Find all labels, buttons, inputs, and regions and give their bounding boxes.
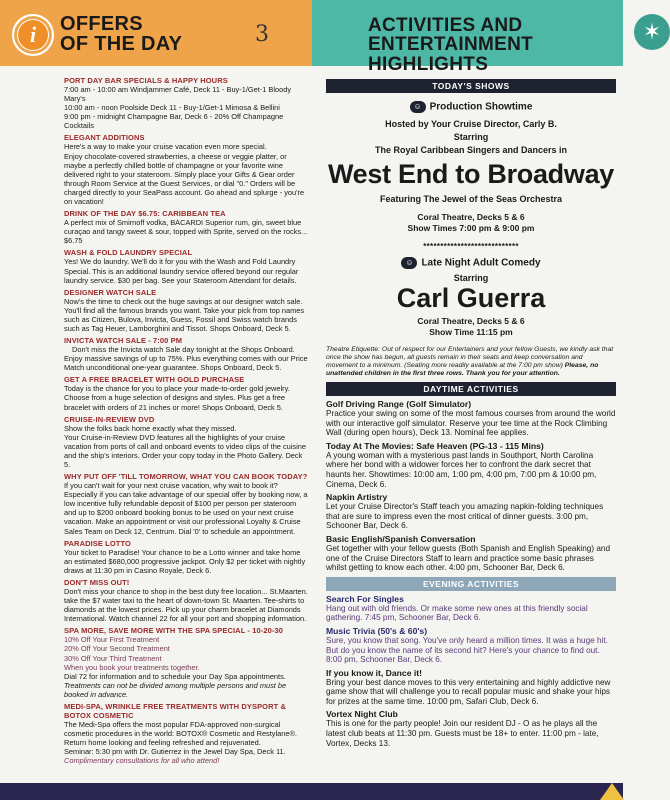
offer-text: Don't miss your chance to shop in the best duty free location... St.Maarten. take the $7 water taxi to the heart of down-town St. Maarten. Tee-shirts to diamonds at the lowest prices. Pick up your charm bracelet at Diamonds International. Watch channel 22 for all your port and shopping information. [64, 586, 308, 624]
activity-title: Vortex Night Club [326, 709, 398, 720]
activity-text: Get together with your fellow guests (Both Spanish and English Speaking) and one of the Cruise Directors Staff to learn and practice some basic phrases whilst getting to know each other. 4:00 pm, Schooner Bar, Deck 6. [326, 543, 611, 573]
show1-starring: Starring [453, 132, 489, 142]
activity-title: Music Trivia (50's & 60's) [326, 625, 428, 636]
activity-title: Napkin Artistry [326, 492, 388, 503]
offer-section [64, 288, 309, 333]
spa-line: 10% Off Your First Treatment [64, 635, 160, 645]
evening-activity [326, 594, 616, 623]
activity-text: Hang out with old friends. Or make some new ones at this friendly social gathering. 7:45 pm, Schooner Bar, Deck 6. [326, 603, 588, 623]
divider-stars: **************************** [423, 242, 519, 251]
show1-title-row [326, 101, 616, 113]
offers-title-line2: OF THE DAY [60, 33, 183, 55]
spa-line: 30% Off Your Third Treatment [64, 653, 162, 663]
offer-text: Your Cruise-in-Review DVD features all the highlights of your cruise vacation from ports of call and onboard events to video clips of the cuisine and the ship's interiors. Order your copy today in the Photo Gallery. Deck 5. [64, 432, 306, 469]
medispa-section [64, 702, 309, 765]
daytime-band: DAYTIME ACTIVITIES [326, 382, 616, 396]
show2-starring: Starring [453, 273, 489, 283]
evening-activity [326, 668, 616, 707]
offer-text: Here's a way to make your cruise vacation even more special. [64, 142, 267, 152]
activities-title-line1: ACTIVITIES AND [368, 15, 523, 36]
offer-section [64, 539, 309, 575]
section-title: SPA MORE, SAVE MORE WITH THE SPA SPECIAL - 10-20-30 [64, 626, 284, 636]
footer-accent [600, 783, 624, 800]
activity-text: Practice your swing on some of the most famous courses from around the world with our interactive golf simulator. Reserve your tee time at the Rock Climbing Wall (during open hours), Deck 13. Nominal fee applies. [326, 409, 616, 438]
daytime-activity [326, 534, 616, 573]
offer-section [64, 209, 309, 245]
daytime-activity [326, 492, 616, 531]
show2-title: Late Night Adult Comedy [421, 257, 541, 269]
offer-text: Show the folks back home exactly what they missed. [64, 423, 237, 433]
medispa-text: The Medi-Spa offers the most popular FDA-approved non-surgical cosmetic procedures in the world: BOTOX® Cosmetic and Restylane®. Return home looking and feeling refreshed and rejuvenated. [64, 719, 297, 748]
section-title: DRINK OF THE DAY $6.75: CARIBBEAN TEA [64, 209, 226, 219]
show1-name: West End to Broadway [327, 159, 615, 189]
medispa-seminar: Seminar: 5:30 pm with Dr. Gutierrez in the Jewel Day Spa, Deck 11. [64, 747, 286, 757]
activity-text: A young woman with a mysterious past lands in Southport, North Carolina where her bond with a widower forces her to confront the dark secret that haunts her. Showtimes: 10:00 am, 1:00 pm, 4:00 pm, 7:00 pm & 10:00 pm, Cinema, Deck 6. [326, 450, 597, 489]
offer-text: Today is the chance for you to place your made-to-order gold jewelry. Choose from a huge selection of designs and styles. Plus get a free bracelet with orders of 21 inches or more! Shops Onboard, Deck 5. [64, 384, 290, 412]
activities-title-line2: ENTERTAINMENT HIGHLIGHTS [368, 34, 534, 75]
section-title: WHY PUT OFF 'TILL TOMORROW, WHAT YOU CAN BOOK TODAY? [64, 472, 308, 482]
offers-title-line1: OFFERS [60, 13, 143, 35]
spa-note: Treatments can not be divided among multiple persons and must be booked in advance. [64, 680, 287, 699]
offer-text: Enjoy chocolate-covered strawberries, a cheese or veggie platter, or maybe a perfectly chilled bottle of champagne or your favorite wine delivered right to your stateroom. Simply place your Gifts & Gear order through Room Service at the Guest Services, or dial "0." Orders will be charged directly to your SeaPass account. Go ahead and splurge - you're on vacation! [64, 151, 305, 207]
show2-venue: Coral Theatre, Decks 5 & 6 [417, 316, 525, 326]
theatre-mask-icon: ☺ [401, 257, 417, 269]
section-title: INVICTA WATCH SALE - 7:00 PM [64, 336, 183, 346]
offer-section [64, 336, 309, 372]
activities-header [312, 0, 662, 75]
show1-featuring: Featuring The Jewel of the Seas Orchestra [379, 194, 563, 204]
footer-band [0, 783, 623, 800]
activity-title: Golf Driving Range (Golf Simulator) [326, 399, 472, 409]
offer-section [64, 375, 309, 411]
spa-section [64, 626, 309, 699]
star-icon: ✶ [634, 14, 670, 50]
offer-text: 10:00 am - noon Poolside Deck 11 - Buy-1/Get-1 Mimosa & Bellini [64, 103, 280, 113]
show2-title-row [326, 257, 616, 269]
daytime-activity [326, 399, 616, 438]
show2-time: Show Time 11:15 pm [429, 327, 513, 337]
evening-activity [326, 709, 616, 748]
offer-text: Yes! We do laundry. We'll do it for you with the Wash and Fold Laundry Special. This is an additional laundry service offered beyond our regular laundry service. $30 per bag. See your Stateroom Attendant for details. [64, 257, 299, 285]
section-title: PARADISE LOTTO [64, 538, 131, 548]
spa-info: Dial 72 for information and to schedule your Day Spa appointments. [64, 671, 286, 681]
offer-section [64, 472, 309, 536]
daytime-activity [326, 441, 616, 489]
evening-band: EVENING ACTIVITIES [326, 577, 616, 591]
handwritten-number: 3 [255, 22, 269, 47]
activity-title: Search For Singles [326, 593, 404, 604]
section-title: MEDI-SPA, WRINKLE FREE TREATMENTS WITH DYSPORT & BOTOX COSMETIC [64, 701, 287, 720]
show1-host: Hosted by Your Cruise Director, Carly B. [385, 119, 557, 129]
section-title: GET A FREE BRACELET WITH GOLD PURCHASE [64, 375, 245, 385]
activity-text: Bring your best dance moves to this very entertaining and highly addictive new game show that will challenge you to recall popular music and shake your hips for prizes at the same time. 10:00 pm, Safari Club, Deck 6. [326, 677, 611, 706]
activity-text: This is one for the party people! Join our resident DJ - O as he plays all the latest club beats at 11:30 pm. Guests must be 18+ to enter. 11:00 pm - late, Vortex, Decks 13. [326, 719, 599, 748]
offer-section [64, 133, 309, 206]
medispa-note: Complimentary consultations for all who attend! [64, 756, 220, 766]
show2-name: Carl Guerra [396, 283, 546, 313]
show1-title: Production Showtime [429, 101, 533, 113]
offer-section [64, 415, 309, 469]
offers-header [0, 0, 312, 66]
evening-activity [326, 626, 616, 665]
offer-section [64, 76, 309, 130]
show1-venue: Coral Theatre, Decks 5 & 6 [417, 212, 525, 222]
show1-times: Show Times 7:00 pm & 9:00 pm [407, 223, 535, 233]
show1-group: The Royal Caribbean Singers and Dancers in [374, 145, 568, 155]
activity-title: Today At The Movies: Safe Heaven (PG-13 - 115 Mins) [326, 440, 544, 451]
offer-text: If you can't wait for your next cruise vacation, why wait to book it? Especially if you can take advantage of our special offer by booking now, a low incentive fully refundable deposit of $100 per person per stateroom and up to $200 onboard booking bonus to be used on your next cruise vacation. Make an appointment or visit our professional Loyalty & Cruise Sales Team on Deck 12, Centrum. Dial '0' to schedule an appointment. [64, 481, 308, 536]
offer-text: Now's the time to check out the huge savings at our designer watch sale. You'll find all the famous brands you want. Take your pick from top names such as Citizen, Bulova, Invicta, Guess, Fossil and Swiss watch brands such as Tag Heuer, Lamborghini and Tissot. Shops Onboard, Deck 5. [64, 296, 305, 333]
todays-shows-band: TODAY'S SHOWS [326, 79, 616, 93]
section-title: CRUISE-IN-REVIEW DVD [64, 414, 155, 424]
offer-text: 7:00 am - 10:00 am Windjammer Café, Deck 11 - Buy-1/Get-1 Bloody Mary's [64, 85, 292, 104]
offer-text: 9:00 pm - midnight Champagne Bar, Deck 6 - 20% Off Champagne Cocktails [64, 112, 284, 131]
activity-text: Sure, you know that song. You've only heard a million times. It was a huge hit. But do you know the name of its second hit? Here's your chance to find out. 8:00 pm, Schooner Bar, Deck 6. [326, 635, 608, 665]
section-title: ELEGANT ADDITIONS [64, 133, 145, 143]
offer-section [64, 578, 309, 623]
activities-column [326, 79, 616, 748]
section-title: PORT DAY BAR SPECIALS & HAPPY HOURS [64, 76, 228, 85]
offer-text: Your ticket to Paradise! Your chance to be a Lotto winner and take home an estimated $680,000 progressive jackpot. Only $2 per ticket with nightly draws at 11:30 pm in Casino Royale, Deck 6. [64, 547, 306, 575]
activity-title: If you know it, Dance it! [326, 667, 422, 678]
section-title: WASH & FOLD LAUNDRY SPECIAL [64, 248, 193, 258]
theatre-etiquette: Theatre Etiquette: Out of respect for our Entertainers and your fellow Guests, we kindly ask that once the show has begun, all guests remain in their seats and keep conversation and movement to a minimum. (Seating more readily available at the 7:00 pm show) Please, no unattended children in the first three rows. Thank you for your attention. [326, 346, 614, 377]
activity-text: Let your Cruise Director's Staff teach you amazing napkin-folding techniques that are sure to impress even the most critical of dinner guests. 3:00 pm, Schooner Bar, Deck 6. [326, 502, 604, 531]
offer-text: A perfect mix of Smirnoff vodka, BACARDI Superior rum, gin, sweet blue curaçao and tangy sweet & sour, topped with Sprite, served on the rocks... $6.75 [64, 218, 308, 246]
info-icon: i [12, 14, 54, 56]
theatre-mask-icon: ☺ [410, 101, 426, 113]
offers-column [64, 76, 309, 768]
spa-line: When you book your treatments together. [64, 662, 200, 672]
activity-title: Basic English/Spanish Conversation [326, 533, 476, 544]
offer-text: Don't miss the Invicta watch Sale day tonight at the Shops Onboard. Enjoy massive savings of up to 75%. Plus everything comes with our Price Match unconditional one-year guarantee. Shops Onboard, Deck 5. [64, 345, 308, 373]
spa-line: 20% Off Your Second Treatment [64, 644, 170, 654]
offer-section [64, 248, 309, 284]
section-title: DON'T MISS OUT! [64, 577, 130, 587]
section-title: DESIGNER WATCH SALE [64, 287, 157, 297]
